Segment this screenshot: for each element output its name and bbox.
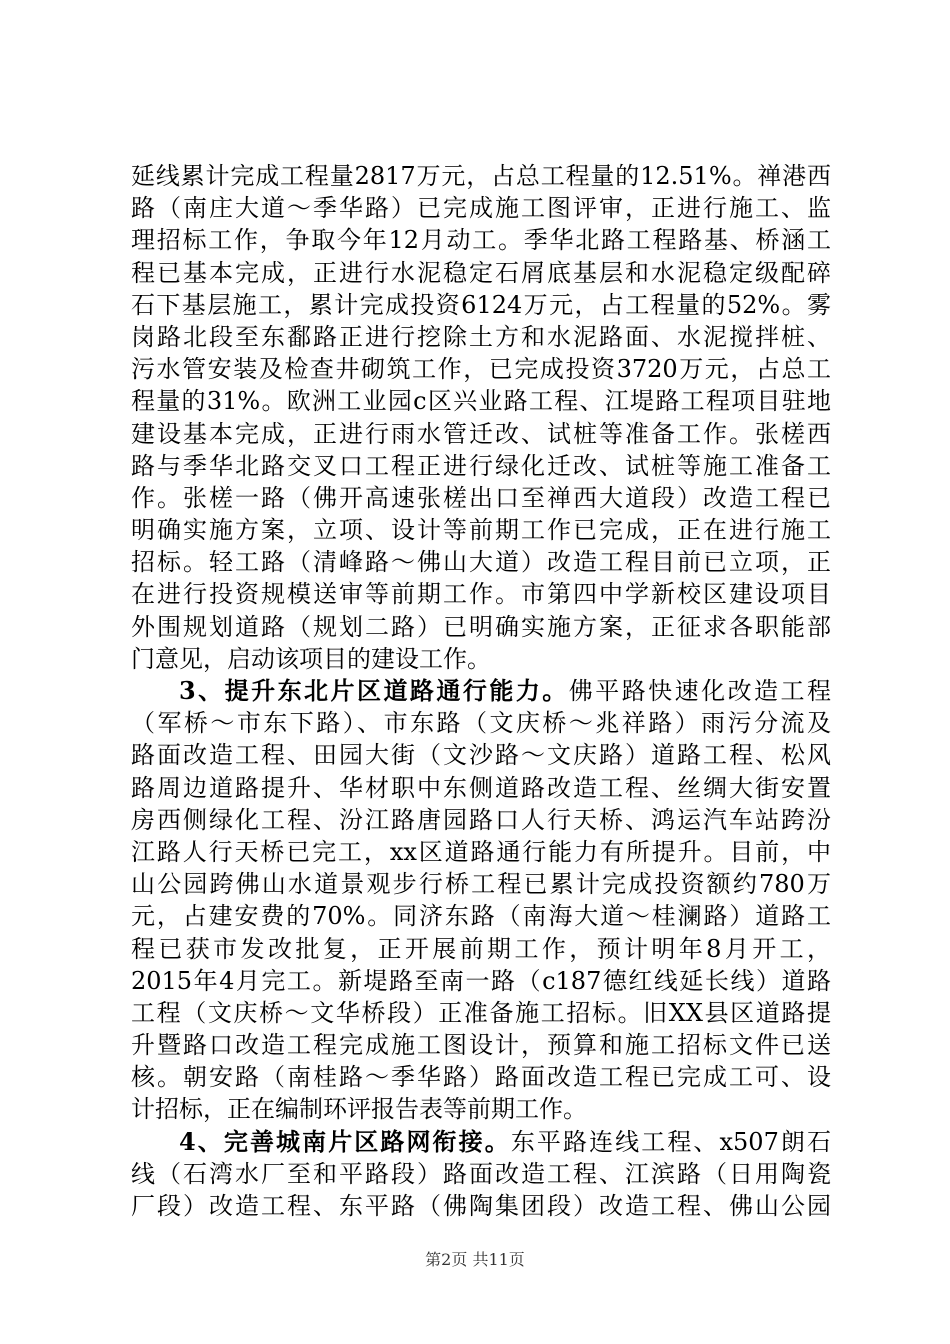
text-line: 房西侧绿化工程、汾江路唐园路口人行天桥、鸿运汽车站跨汾 [131, 805, 831, 834]
text-line: 程已获市发改批复，正开展前期工作，预计明年8月开工， [131, 934, 831, 963]
text-line: 延线累计完成工程量2817万元，占总工程量的12.51%。禅港西 [131, 162, 831, 190]
text-line: 路与季华北路交叉口工程正进行绿化迁改、试桩等施工准备工 [131, 451, 831, 480]
section-first-line [131, 675, 831, 707]
text-line: 核。朝安路（南桂路～季华路）路面改造工程已完成工可、设 [131, 1063, 831, 1092]
section-4 [131, 1126, 831, 1223]
text-line: 升暨路口改造工程完成施工图设计，预算和施工招标文件已送 [131, 1031, 831, 1060]
section-first-line [131, 1126, 831, 1158]
text-line: 岗路北段至东鄱路正进行挖除土方和水泥路面、水泥搅拌桩、 [131, 322, 831, 351]
text-line: 线（石湾水厂至和平路段）路面改造工程、江滨路（日用陶瓷 [131, 1159, 831, 1188]
text-line: 建设基本完成，正进行雨水管迁改、试桩等准备工作。张槎西 [131, 419, 831, 448]
text-line: 路面改造工程、田园大街（文沙路～文庆路）道路工程、松风 [131, 741, 831, 770]
section-heading: 4、完善城南片区路网衔接。 [179, 1126, 511, 1156]
text-line: 路（南庄大道～季华路）已完成施工图评审，正进行施工、监 [131, 194, 831, 223]
page-footer: 第2页 共11页 [425, 1250, 525, 1269]
text-line: 石下基层施工，累计完成投资6124万元，占工程量的52%。雾 [131, 290, 831, 319]
text-line: 江路人行天桥已完工，xx区道路通行能力有所提升。目前，中 [131, 837, 831, 866]
text-line: 作。张槎一路（佛开高速张槎出口至禅西大道段）改造工程已 [131, 483, 831, 512]
text-line: 招标。轻工路（清峰路～佛山大道）改造工程目前已立项，正 [131, 548, 831, 577]
text-line: 在进行投资规模送审等前期工作。市第四中学新校区建设项目 [131, 580, 831, 609]
text-line: 山公园跨佛山水道景观步行桥工程已累计完成投资额约780万 [131, 870, 831, 899]
text-line: 计招标，正在编制环评报告表等前期工作。 [131, 1095, 587, 1124]
section-first-line-text: 佛平路快速化改造工程 [568, 677, 831, 705]
text-line: 明确实施方案，立项、设计等前期工作已完成，正在进行施工 [131, 516, 831, 545]
text-line: 程已基本完成，正进行水泥稳定石屑底基层和水泥稳定级配碎 [131, 258, 831, 287]
text-line: 2015年4月完工。新堤路至南一路（c187德红线延长线）道路 [131, 966, 831, 995]
text-line: 污水管安装及检查井砌筑工作，已完成投资3720万元，占总工 [131, 355, 831, 384]
text-line: 路周边道路提升、华材职中东侧道路改造工程、丝绸大街安置 [131, 773, 831, 802]
section-3 [131, 675, 831, 1126]
text-line: 程量的31%。欧洲工业园c区兴业路工程、江堤路工程项目驻地 [131, 387, 831, 416]
document-body [131, 160, 831, 1222]
text-line: 门意见，启动该项目的建设工作。 [131, 644, 491, 673]
text-line: （军桥～市东下路）、市东路（文庆桥～兆祥路）雨污分流及 [131, 709, 831, 738]
text-line: 外围规划道路（规划二路）已明确实施方案，正征求各职能部 [131, 612, 831, 641]
paragraph-continued [131, 160, 831, 675]
text-line: 理招标工作，争取今年12月动工。季华北路工程路基、桥涵工 [131, 226, 831, 255]
text-line: 厂段）改造工程、东平路（佛陶集团段）改造工程、佛山公园 [131, 1192, 831, 1220]
text-line: 元，占建安费的70%。同济东路（南海大道～桂澜路）道路工 [131, 902, 831, 931]
section-first-line-text: 东平路连线工程、x507朗石 [510, 1127, 831, 1156]
section-heading: 3、提升东北片区道路通行能力。 [179, 676, 569, 705]
text-line: 工程（文庆桥～文华桥段）正准备施工招标。旧XX县区道路提 [131, 998, 831, 1027]
